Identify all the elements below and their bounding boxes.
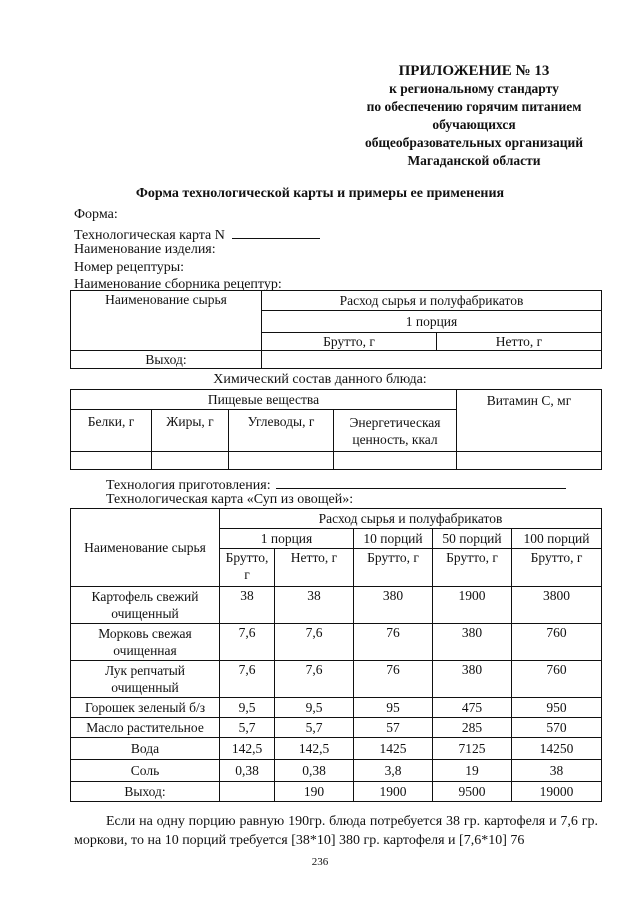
header-line: Магаданской области [407,153,541,168]
cell: 9,5 [220,698,275,718]
cell: 0,38 [220,760,275,782]
output-label: Выход: [71,351,262,369]
cell: 7,6 [275,624,354,661]
cell: 950 [512,698,602,718]
table-row [71,738,602,760]
cell: 1900 [354,782,433,802]
energy-header: Энергетическая ценность, ккал [334,410,457,452]
proteins-header: Белки, г [71,410,152,452]
cell: 76 [354,624,433,661]
proteins-value [71,452,152,470]
cell: 38 [220,587,275,624]
portion-1-header: 1 порция [220,529,354,549]
output-label: Выход: [71,782,220,802]
cell: 760 [512,624,602,661]
cell: 7,6 [220,661,275,698]
soup-table [70,508,602,802]
carbs-value [229,452,334,470]
cell: 38 [275,587,354,624]
cell: 380 [433,661,512,698]
table-row [71,661,602,698]
portion-50-header: 50 порций [433,529,512,549]
usage-header: Расход сырья и полуфабрикатов [262,291,602,311]
portion-10-header: 10 порций [354,529,433,549]
header-line: к региональному стандарту [389,81,559,96]
cell: 3,8 [354,760,433,782]
cell: 19000 [512,782,602,802]
cell: 1900 [433,587,512,624]
appendix-title: ПРИЛОЖЕНИЕ № 13 [398,63,550,79]
cell: 9,5 [275,698,354,718]
cell: 380 [433,624,512,661]
card-number-label: Технологическая карта N [74,228,225,243]
soup-raw-header: Наименование сырья [71,509,220,587]
page-number: 236 [311,856,329,868]
cell: 380 [354,587,433,624]
cell: 3800 [512,587,602,624]
vitamin-header: Витамин С, мг [457,390,602,452]
brutto-header: Брутто, г [220,549,275,587]
ingredient-name: Соль [71,760,220,782]
chem-title: Химический состав данного блюда: [213,372,427,387]
form-label: Форма: [74,207,118,222]
cell: 7125 [433,738,512,760]
cell: 1425 [354,738,433,760]
technology-label: Технология приготовления: [106,478,271,493]
cell: 14250 [512,738,602,760]
document-title: Форма технологической карты и примеры ее применения [135,186,505,201]
carbs-header: Углеводы, г [229,410,334,452]
output-value [262,351,602,369]
brutto-header: Брутто, г [433,549,512,587]
cell: 19 [433,760,512,782]
cell: 5,7 [275,718,354,738]
cell: 570 [512,718,602,738]
table-row [71,587,602,624]
soup-card-title: Технологическая карта «Суп из овощей»: [106,492,354,507]
header-line: по обеспечению горячим питанием [366,99,582,114]
portion-header: 1 порция [262,311,602,333]
soup-usage-header: Расход сырья и полуфабрикатов [220,509,602,529]
ingredient-name: Лук репчатый очищенный [71,661,220,698]
vitamin-value [457,452,602,470]
table-row [71,698,602,718]
brutto-header: Брутто, г [354,549,433,587]
cell: 5,7 [220,718,275,738]
table-row [71,760,602,782]
fats-value [152,452,229,470]
card-number-blank [232,224,320,239]
cell: 285 [433,718,512,738]
cell: 760 [512,661,602,698]
collection-name-label: Наименование сборника рецептур: [74,277,282,292]
portion-100-header: 100 порций [512,529,602,549]
energy-value [334,452,457,470]
technology-blank [276,474,566,489]
output-row [71,782,602,802]
cell: 76 [354,661,433,698]
header-line: обучающихся [432,117,516,132]
cell: 475 [433,698,512,718]
nutrients-header: Пищевые вещества [71,390,457,410]
cell: 190 [275,782,354,802]
netto-header: Нетто, г [437,333,602,351]
example-paragraph: Если на одну порцию равную 190гр. блюда потребуется 38 гр. картофеля и 7,6 гр. моркови, то на 10 порций требуется [38*10] 380 гр. картофеля и [7,6*10] 76 [74,814,598,848]
header-line: общеобразовательных организаций [364,135,584,150]
netto-header: Нетто, г [275,549,354,587]
table-row [71,624,602,661]
cell [220,782,275,802]
cell: 9500 [433,782,512,802]
cell: 38 [512,760,602,782]
raw-material-header: Наименование сырья [71,291,262,351]
ingredient-name: Масло растительное [71,718,220,738]
cell: 57 [354,718,433,738]
ingredient-name: Вода [71,738,220,760]
brutto-header: Брутто, г [262,333,437,351]
cell: 7,6 [220,624,275,661]
cell: 142,5 [275,738,354,760]
fats-header: Жиры, г [152,410,229,452]
form-table [70,290,602,369]
table-row [71,718,602,738]
ingredient-name: Горошек зеленый б/з [71,698,220,718]
cell: 95 [354,698,433,718]
appendix-header [344,62,604,170]
brutto-header: Брутто, г [512,549,602,587]
cell: 7,6 [275,661,354,698]
ingredient-name: Морковь свежая очищенная [71,624,220,661]
cell: 142,5 [220,738,275,760]
recipe-number-label: Номер рецептуры: [74,260,185,275]
ingredient-name: Картофель свежий очищенный [71,587,220,624]
cell: 0,38 [275,760,354,782]
chem-table [70,389,602,470]
product-name-label: Наименование изделия: [74,242,216,257]
